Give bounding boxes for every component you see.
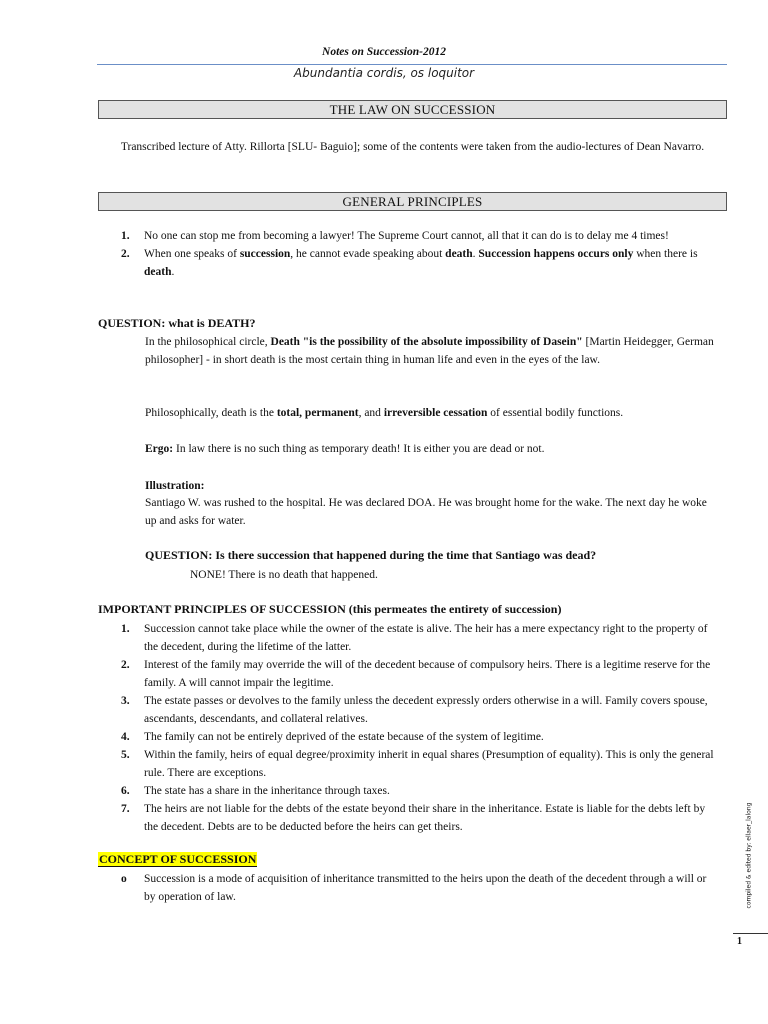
illustration-paragraph: Santiago W. was rushed to the hospital. He was declared DOA. He was brought home for the wake. The next day he woke up and asks for water. <box>145 497 707 527</box>
section-heading-law-on-succession: THE LAW ON SUCCESSION <box>98 100 727 119</box>
list-text-bold: succession <box>239 248 291 260</box>
list-item <box>98 746 720 782</box>
list-text-part: . <box>472 248 479 260</box>
para-text: In the philosophical circle, <box>145 336 271 348</box>
list-text: Succession cannot take place while the owner of the estate is alive. The heir has a mere expectancy right to the property of the decedent, during the lifetime of the latter. <box>144 623 708 653</box>
list-text: The heirs are not liable for the debts of the estate beyond their share in the inheritance. Estate is liable for the debts left by the decedent. Debts are to be deducted before the heirs can get theirs. <box>144 803 706 833</box>
list-item <box>98 620 720 656</box>
para-text: In law there is no such thing as temporary death! It is either you are dead or not. <box>173 443 545 455</box>
ergo-label: Ergo: <box>145 443 174 455</box>
list-text-bold: death <box>144 266 172 278</box>
list-item <box>98 227 720 245</box>
list-text-bold: death <box>445 248 473 260</box>
intro-paragraph: Transcribed lecture of Atty. Rillorta [SLU- Baguio]; some of the contents were taken from the audio-lectures of Dean Navarro. <box>120 141 705 153</box>
list-text: The state has a share in the inheritance through taxes. <box>144 785 390 797</box>
footer-divider <box>733 933 768 934</box>
list-text-part: when there is <box>633 248 698 260</box>
list-text: Interest of the family may override the will of the decedent because of compulsory heirs. There is a legitime reserve for the family. A will cannot impair the legitime. <box>144 659 711 689</box>
list-number: 4. <box>121 731 130 743</box>
list-item <box>98 728 720 746</box>
list-item <box>98 800 720 836</box>
philosophical-paragraph <box>145 333 715 369</box>
list-text-part: When one speaks of <box>144 248 240 260</box>
important-principles-list <box>98 620 720 836</box>
header-divider <box>97 64 727 65</box>
list-text: Within the family, heirs of equal degree/proximity inherit in equal shares (Presumption of equality). This is only the general rule. There are exceptions. <box>144 749 714 779</box>
para-bold: irreversible cessation <box>383 407 488 419</box>
list-text: The estate passes or devolves to the family unless the decedent expressly orders otherwise in a will. Family covers spouse, ascendants, descendants, and collateral relatives. <box>144 695 708 725</box>
list-text: The family can not be entirely deprived of the estate because of the system of legitime. <box>144 731 544 743</box>
list-item <box>98 870 720 906</box>
list-number: 6. <box>121 785 130 797</box>
compiler-credit-text: compiled & edited by: ellaer_lalong <box>745 802 753 909</box>
list-text: Succession is a mode of acquisition of inheritance transmitted to the heirs upon the death of the decedent through a will or by operation of law. <box>144 873 707 903</box>
list-number: 7. <box>121 803 130 815</box>
santiago-question: QUESTION: Is there succession that happened during the time that Santiago was dead? <box>145 548 597 562</box>
para-text: , and <box>358 407 384 419</box>
section-heading-general-principles: GENERAL PRINCIPLES <box>98 192 727 211</box>
list-number: 2. <box>121 659 130 671</box>
para-bold: total, permanent <box>276 407 359 419</box>
list-number: 5. <box>121 749 130 761</box>
document-motto: Abundantia cordis, os loquitor <box>293 66 475 80</box>
para-text: of essential bodily functions. <box>487 407 624 419</box>
list-text-part: . <box>171 266 175 278</box>
para-text: Philosophically, death is the <box>145 407 277 419</box>
list-item <box>98 782 720 800</box>
list-number: 3. <box>121 695 130 707</box>
ergo-paragraph <box>145 440 715 458</box>
list-text-part: , he cannot evade speaking about <box>290 248 446 260</box>
question-death-heading: QUESTION: what is DEATH? <box>98 316 256 330</box>
list-text: No one can stop me from becoming a lawyer! The Supreme Court cannot, all that it can do is to delay me 4 times! <box>144 230 669 242</box>
list-text-bold: Succession happens occurs only <box>478 248 634 260</box>
concept-list <box>98 870 720 906</box>
bullet-icon: o <box>121 873 127 885</box>
list-item <box>98 692 720 728</box>
list-item <box>98 245 720 281</box>
list-number: 1. <box>121 230 130 242</box>
important-principles-heading: IMPORTANT PRINCIPLES OF SUCCESSION (this permeates the entirety of succession) <box>98 602 562 616</box>
list-number: 1. <box>121 623 130 635</box>
document-header-title: Notes on Succession-2012 <box>322 46 446 58</box>
philosophical-death-paragraph <box>145 404 715 422</box>
illustration-label <box>145 477 715 495</box>
illustration-heading: Illustration: <box>145 480 205 492</box>
santiago-answer: NONE! There is no death that happened. <box>190 569 378 581</box>
para-text: [Martin Heidegger, German philosopher] - in short death is the most certain thing in human life and even in the eyes of the law. <box>145 336 714 366</box>
page-number: 1 <box>737 936 742 947</box>
compiler-credit <box>739 790 751 930</box>
concept-of-succession-heading: CONCEPT OF SUCCESSION <box>99 852 257 866</box>
list-item <box>98 656 720 692</box>
general-principles-list <box>98 227 720 281</box>
para-bold: Death "is the possibility of the absolute impossibility of Dasein" <box>270 336 583 348</box>
list-number: 2. <box>121 248 130 260</box>
